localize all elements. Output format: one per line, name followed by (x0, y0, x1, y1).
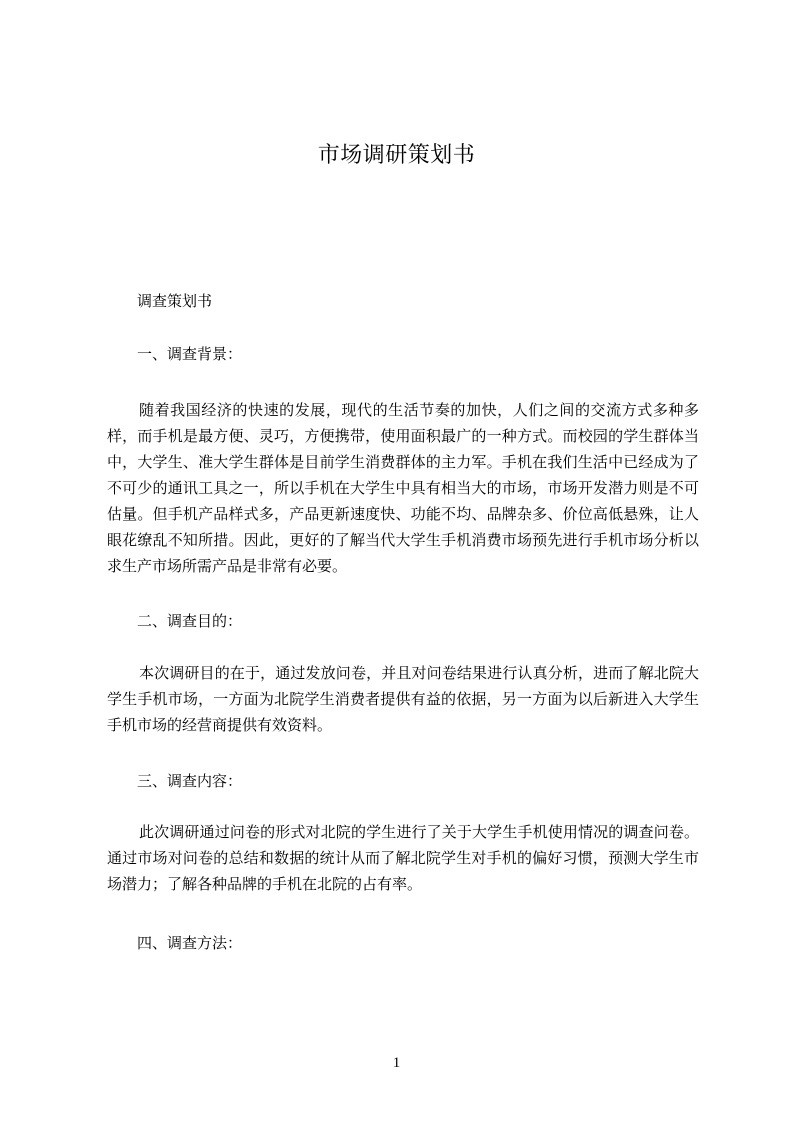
section-paragraph-purpose: 本次调研目的在于，通过发放问卷，并且对问卷结果进行认真分析，进而了解北院大学生手机市场，一方面为北院学生消费者提供有益的依据，另一方面为以后新进入大学生手机市场的经营商提供有效资料。 (107, 664, 699, 734)
page-number: 1 (392, 1055, 401, 1071)
section-heading-method: 四、调查方法： (137, 934, 243, 952)
section-heading-purpose: 二、调查目的： (137, 612, 243, 630)
section-paragraph-content: 此次调研通过问卷的形式对北院的学生进行了关于大学生手机使用情况的调查问卷。通过市场对问卷的总结和数据的统计从而了解北院学生对手机的偏好习惯，预测大学生市场潜力；了解各种品牌的手机在北院的占有率。 (107, 823, 699, 893)
subtitle: 调查策划书 (137, 292, 213, 310)
section-heading-content: 三、调查内容： (137, 772, 243, 790)
document-title: 市场调研策划书 (317, 143, 476, 168)
section-paragraph-background: 随着我国经济的快速的发展，现代的生活节奏的加快，人们之间的交流方式多种多样，而手机是最方便、灵巧，方便携带，使用面积最广的一种方式。而校园的学生群体当中，大学生、准大学生群体是目前学生消费群体的主力军。手机在我们生活中已经成为了不可少的通讯工具之一，所以手机在大学生中具有相当大的市场，市场开发潜力则是不可估量。但手机产品样式多，产品更新速度快、功能不均、品牌杂多、价位高低悬殊，让人眼花缭乱不知所措。因此，更好的了解当代大学生手机消费市场预先进行手机市场分析以求生产市场所需产品是非常有必要。 (107, 401, 699, 575)
section-heading-background: 一、调查背景： (137, 345, 243, 363)
